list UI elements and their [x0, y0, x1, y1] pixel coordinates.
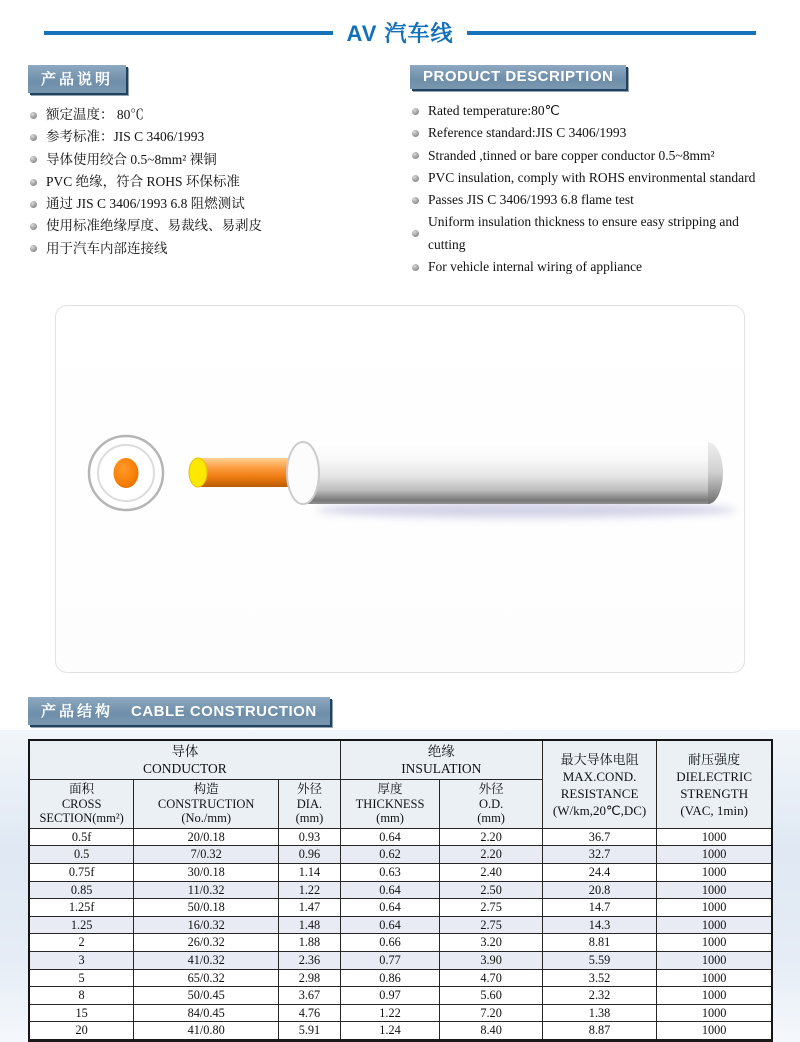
table-cell: 2.40: [440, 864, 543, 882]
table-cell: 5.60: [440, 987, 543, 1005]
table-cell: 4.76: [279, 1004, 341, 1022]
bullet-item: [30, 193, 388, 215]
table-row: [29, 1004, 772, 1022]
table-cell: 1000: [657, 952, 772, 970]
table-cell: 36.7: [542, 828, 656, 846]
bullet-text: 用于汽车内部连接线: [46, 240, 168, 256]
table-cell: 30/0.18: [134, 864, 279, 882]
table-background-band: [0, 730, 800, 1042]
table-cell: 5.59: [542, 952, 656, 970]
table-cell: 1.25: [29, 916, 134, 934]
cn-description-header: [28, 65, 126, 93]
bullet-text: 通过 JIS C 3406/1993 6.8 阻燃测试: [46, 196, 245, 212]
table-cell: 11/0.32: [134, 881, 279, 899]
bullet-icon: [30, 112, 37, 119]
table-cell: 65/0.32: [134, 969, 279, 987]
table-cell: 0.63: [340, 864, 440, 882]
table-row: [29, 934, 772, 952]
bullet-item: [30, 238, 388, 260]
cross-section-column-header: 面积 CROSS SECTION(mm²): [29, 780, 134, 829]
bullet-text: 导体使用绞合 0.5~8mm² 裸铜: [46, 151, 217, 167]
table-cell: 24.4: [542, 864, 656, 882]
table-cell: 0.5f: [29, 828, 134, 846]
table-cell: 1000: [657, 846, 772, 864]
table-cell: 7.20: [440, 1004, 543, 1022]
table-cell: 1.14: [279, 864, 341, 882]
description-section: [0, 65, 800, 278]
cn-description-header-label: 产品说明: [41, 71, 114, 88]
cable-cross-section: [89, 436, 163, 510]
table-cell: 3.90: [440, 952, 543, 970]
table-cell: 0.64: [340, 828, 440, 846]
table-row: [29, 916, 772, 934]
conductor-dia-column-header: 外径 DIA. (mm): [279, 780, 341, 829]
table-cell: 2.98: [279, 969, 341, 987]
table-cell: 1000: [657, 934, 772, 952]
table-cell: 2.32: [542, 987, 656, 1005]
bullet-text: Stranded ,tinned or bare copper conductor 0.5~8mm²: [428, 147, 715, 163]
table-cell: 8.40: [440, 1022, 543, 1041]
table-cell: 0.64: [340, 916, 440, 934]
bullet-text: PVC 绝缘，符合 ROHS 环保标准: [46, 173, 240, 189]
title-divider-left: [44, 31, 333, 35]
title-bar: [0, 17, 800, 48]
bullet-icon: [412, 230, 419, 237]
cn-bullet-list: [30, 104, 388, 260]
table-cell: 0.64: [340, 881, 440, 899]
table-cell: 1000: [657, 916, 772, 934]
bullet-item: [30, 215, 388, 237]
cable-shadow: [316, 502, 736, 518]
bullet-item: [30, 126, 388, 148]
table-cell: 14.7: [542, 899, 656, 917]
bullet-item: [30, 149, 388, 171]
table-cell: 1.22: [340, 1004, 440, 1022]
table-cell: 1.22: [279, 881, 341, 899]
table-cell: 1.47: [279, 899, 341, 917]
table-cell: 2.36: [279, 952, 341, 970]
bullet-text: 参考标准：JIS C 3406/1993: [46, 129, 205, 145]
table-cell: 8: [29, 987, 134, 1005]
table-cell: 5: [29, 969, 134, 987]
table-cell: 3.67: [279, 987, 341, 1005]
table-cell: 8.87: [542, 1022, 656, 1041]
bullet-item: [30, 104, 388, 126]
bullet-item: [412, 211, 772, 256]
insulation-group-header: 绝缘 INSULATION: [340, 740, 542, 780]
table-cell: 7/0.32: [134, 846, 279, 864]
table-cell: 20: [29, 1022, 134, 1041]
table-row: [29, 881, 772, 899]
en-description-header: [410, 65, 626, 89]
table-cell: 41/0.32: [134, 952, 279, 970]
conductor-group-header: 导体 CONDUCTOR: [29, 740, 340, 780]
table-row: [29, 899, 772, 917]
bullet-text: Rated temperature:80℃: [428, 103, 560, 118]
table-cell: 1.25f: [29, 899, 134, 917]
bullet-icon: [30, 156, 37, 163]
bullet-icon: [30, 179, 37, 186]
table-cell: 20/0.18: [134, 828, 279, 846]
cable-insulation: [287, 442, 723, 504]
od-column-header: 外径 O.D. (mm): [440, 780, 543, 829]
table-cell: 0.5: [29, 846, 134, 864]
table-cell: 2.20: [440, 828, 543, 846]
table-cell: 0.64: [340, 899, 440, 917]
bullet-icon: [30, 134, 37, 141]
bullet-icon: [30, 223, 37, 230]
table-cell: 2.50: [440, 881, 543, 899]
table-group-header-row: [29, 740, 772, 780]
table-cell: 1.48: [279, 916, 341, 934]
table-cell: 1.24: [340, 1022, 440, 1041]
bullet-item: [30, 171, 388, 193]
bullet-text: 使用标准绝缘厚度、易裁线、易剥皮: [46, 218, 262, 234]
en-description-header-label: PRODUCT DESCRIPTION: [423, 68, 614, 85]
thickness-column-header: 厚度 THICKNESS (mm): [340, 780, 440, 829]
bullet-icon: [30, 201, 37, 208]
bullet-text: 额定温度： 80℃: [46, 107, 144, 122]
table-cell: 3.52: [542, 969, 656, 987]
table-cell: 0.77: [340, 952, 440, 970]
en-bullet-list: [412, 100, 772, 278]
table-cell: 1000: [657, 987, 772, 1005]
table-cell: 1000: [657, 1004, 772, 1022]
table-cell: 26/0.32: [134, 934, 279, 952]
bullet-icon: [412, 264, 419, 271]
description-column-en: [388, 65, 772, 278]
table-cell: 4.70: [440, 969, 543, 987]
table-cell: 3.20: [440, 934, 543, 952]
datasheet-page: [0, 17, 800, 1042]
construction-header-cn: 产品结构: [41, 703, 114, 721]
table-cell: 1000: [657, 899, 772, 917]
table-cell: 0.96: [279, 846, 341, 864]
table-cell: 2: [29, 934, 134, 952]
table-cell: 8.81: [542, 934, 656, 952]
table-row: [29, 864, 772, 882]
resistance-column-header: 最大导体电阻 MAX.COND. RESISTANCE (W/km,20℃,DC): [542, 740, 656, 828]
table-cell: 32.7: [542, 846, 656, 864]
table-cell: 14.3: [542, 916, 656, 934]
dielectric-column-header: 耐压强度 DIELECTRIC STRENGTH (VAC, 1min): [657, 740, 772, 828]
bullet-icon: [412, 175, 419, 182]
table-body: [29, 828, 772, 1040]
bullet-text: Passes JIS C 3406/1993 6.8 flame test: [428, 192, 634, 208]
table-cell: 2.75: [440, 899, 543, 917]
table-cell: 1000: [657, 969, 772, 987]
table-cell: 1000: [657, 828, 772, 846]
title-divider-right: [467, 31, 756, 35]
table-row: [29, 828, 772, 846]
cable-illustration-box: [55, 305, 745, 673]
construction-column-header: 构造 CONSTRUCTION (No./mm): [134, 780, 279, 829]
table-row: [29, 969, 772, 987]
table-cell: 16/0.32: [134, 916, 279, 934]
table-cell: 0.97: [340, 987, 440, 1005]
bullet-icon: [412, 130, 419, 137]
page-title: AV 汽车线: [346, 21, 454, 46]
bullet-text: For vehicle internal wiring of appliance: [428, 259, 643, 275]
bullet-icon: [412, 152, 419, 159]
table-cell: 0.75f: [29, 864, 134, 882]
table-row: [29, 952, 772, 970]
table-row: [29, 846, 772, 864]
bullet-icon: [412, 108, 419, 115]
table-cell: 5.91: [279, 1022, 341, 1041]
bullet-icon: [30, 245, 37, 252]
table-cell: 0.86: [340, 969, 440, 987]
cable-construction-table: [28, 739, 773, 1042]
table-header: [29, 740, 772, 828]
table-cell: 2.20: [440, 846, 543, 864]
bullet-icon: [412, 197, 419, 204]
bullet-item: [412, 100, 772, 122]
table-cell: 1.38: [542, 1004, 656, 1022]
bullet-text: PVC insulation, comply with ROHS environmental standard: [428, 169, 756, 185]
table-cell: 50/0.45: [134, 987, 279, 1005]
table-cell: 2.75: [440, 916, 543, 934]
table-cell: 50/0.18: [134, 899, 279, 917]
cable-cutaway-illustration: [56, 306, 744, 672]
table-cell: 84/0.45: [134, 1004, 279, 1022]
bullet-text: Reference standard:JIS C 3406/1993: [428, 125, 627, 141]
table-cell: 15: [29, 1004, 134, 1022]
description-column-cn: [28, 65, 388, 278]
bullet-item: [412, 189, 772, 211]
table-row: [29, 987, 772, 1005]
bullet-item: [412, 256, 772, 278]
table-cell: 1.88: [279, 934, 341, 952]
table-cell: 20.8: [542, 881, 656, 899]
table-cell: 1000: [657, 1022, 772, 1041]
table-cell: 0.93: [279, 828, 341, 846]
construction-section-header: [28, 697, 330, 725]
bullet-item: [412, 122, 772, 144]
bullet-text: Uniform insulation thickness to ensure easy stripping and cutting: [428, 214, 739, 252]
bullet-item: [412, 167, 772, 189]
bullet-item: [412, 145, 772, 167]
table-cell: 41/0.80: [134, 1022, 279, 1041]
construction-header-en: CABLE CONSTRUCTION: [131, 703, 317, 721]
table-cell: 0.66: [340, 934, 440, 952]
table-cell: 0.62: [340, 846, 440, 864]
table-cell: 3: [29, 952, 134, 970]
table-cell: 1000: [657, 881, 772, 899]
table-cell: 0.85: [29, 881, 134, 899]
table-cell: 1000: [657, 864, 772, 882]
